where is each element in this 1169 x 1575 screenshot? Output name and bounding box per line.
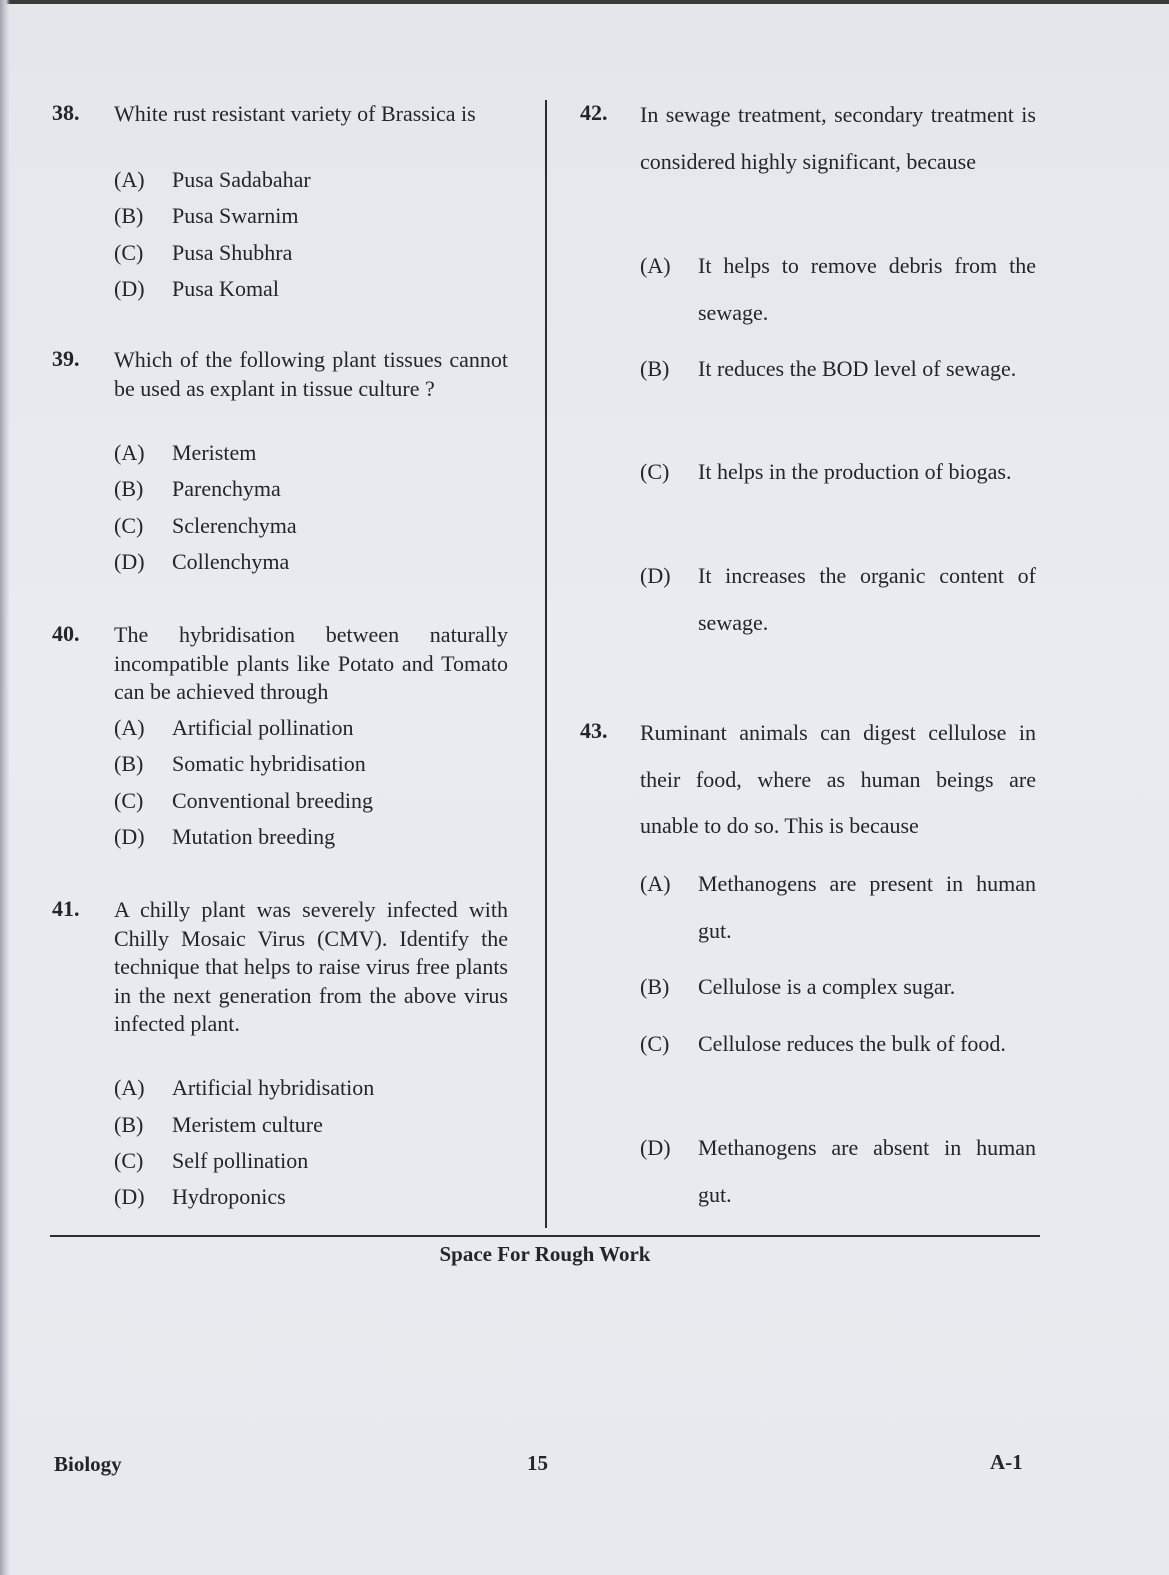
option-text: It helps to remove debris from the sewage. (698, 253, 1036, 325)
rough-work-label: Space For Rough Work (439, 1242, 651, 1266)
option-text: Meristem (172, 440, 257, 465)
option-text: Somatic hybridisation (172, 751, 366, 776)
option-text: Artificial hybridisation (172, 1075, 375, 1100)
option-text: Sclerenchyma (172, 513, 297, 538)
footer-page-number: 15 (527, 1451, 548, 1475)
option-text: Methanogens are present in human gut. (698, 871, 1036, 943)
option-letter: (B) (114, 751, 144, 776)
option-letter: (A) (114, 1075, 145, 1100)
option-letter: (D) (114, 824, 145, 849)
question-number: 40. (52, 621, 80, 646)
option-text: Conventional breeding (172, 788, 374, 813)
footer-series: A-1 (990, 1450, 1023, 1474)
option-letter: (A) (640, 871, 671, 896)
option-letter: (A) (114, 440, 145, 465)
option-letter: (C) (640, 459, 670, 484)
option-text: Parenchyma (172, 476, 281, 501)
question-stem: Which of the following plant tissues cannot be used as explant in tissue culture ? (114, 347, 508, 401)
option-letter: (B) (640, 974, 670, 999)
option-text: Pusa Swarnim (172, 203, 299, 228)
scan-left-edge (0, 0, 10, 1575)
option-text: Artificial pollination (172, 715, 354, 740)
rough-work-rule (50, 1235, 1040, 1237)
option-letter: (B) (114, 476, 144, 501)
option-letter: (C) (114, 513, 144, 538)
option-letter: (B) (640, 356, 670, 381)
option-text: Mutation breeding (172, 824, 336, 849)
question-stem: A chilly plant was severely infected with Chilly Mosaic Virus (CMV). Identify the technique that helps to raise virus free plants in the next generation from the above virus infected plant. (114, 897, 508, 1036)
option-text: Collenchyma (172, 549, 290, 574)
option-text: It reduces the BOD level of sewage. (698, 356, 1017, 381)
option-letter: (C) (114, 1148, 144, 1173)
option-text: It helps in the production of biogas. (698, 459, 1012, 484)
question-number: 43. (580, 718, 608, 743)
question-number: 38. (52, 100, 80, 125)
option-letter: (D) (640, 1135, 671, 1160)
option-letter: (A) (114, 715, 145, 740)
option-text: Meristem culture (172, 1112, 323, 1137)
option-letter: (D) (114, 549, 145, 574)
option-letter: (A) (640, 253, 671, 278)
option-letter: (C) (114, 240, 144, 265)
option-text: Cellulose reduces the bulk of food. (698, 1031, 1006, 1056)
option-text: Pusa Shubhra (172, 240, 293, 265)
scan-top-edge (0, 0, 1169, 4)
option-text: Methanogens are absent in human gut. (698, 1135, 1036, 1207)
option-letter: (C) (114, 788, 144, 813)
option-letter: (C) (640, 1031, 670, 1056)
question-stem: White rust resistant variety of Brassica is (114, 101, 476, 126)
option-letter: (B) (114, 1112, 144, 1137)
question-number: 39. (52, 346, 80, 371)
question-number: 41. (52, 896, 80, 921)
question-stem: Ruminant animals can digest cellulose in their food, where as human beings are unable to do so. This is because (640, 720, 1036, 838)
option-text: Self pollination (172, 1148, 309, 1173)
option-letter: (D) (114, 276, 145, 301)
question-number: 42. (580, 100, 608, 125)
option-letter: (D) (640, 563, 671, 588)
footer-subject: Biology (54, 1452, 122, 1476)
option-text: It increases the organic content of sewage. (698, 563, 1036, 635)
option-text: Cellulose is a complex sugar. (698, 974, 956, 999)
column-divider (545, 100, 547, 1228)
option-letter: (A) (114, 167, 145, 192)
option-text: Hydroponics (172, 1184, 286, 1209)
option-letter: (D) (114, 1184, 145, 1209)
question-stem: In sewage treatment, secondary treatment is considered highly significant, because (640, 102, 1036, 174)
option-text: Pusa Komal (172, 276, 279, 301)
option-letter: (B) (114, 203, 144, 228)
option-text: Pusa Sadabahar (172, 167, 311, 192)
question-stem: The hybridisation between naturally incompatible plants like Potato and Tomato can be achieved through (114, 622, 508, 704)
